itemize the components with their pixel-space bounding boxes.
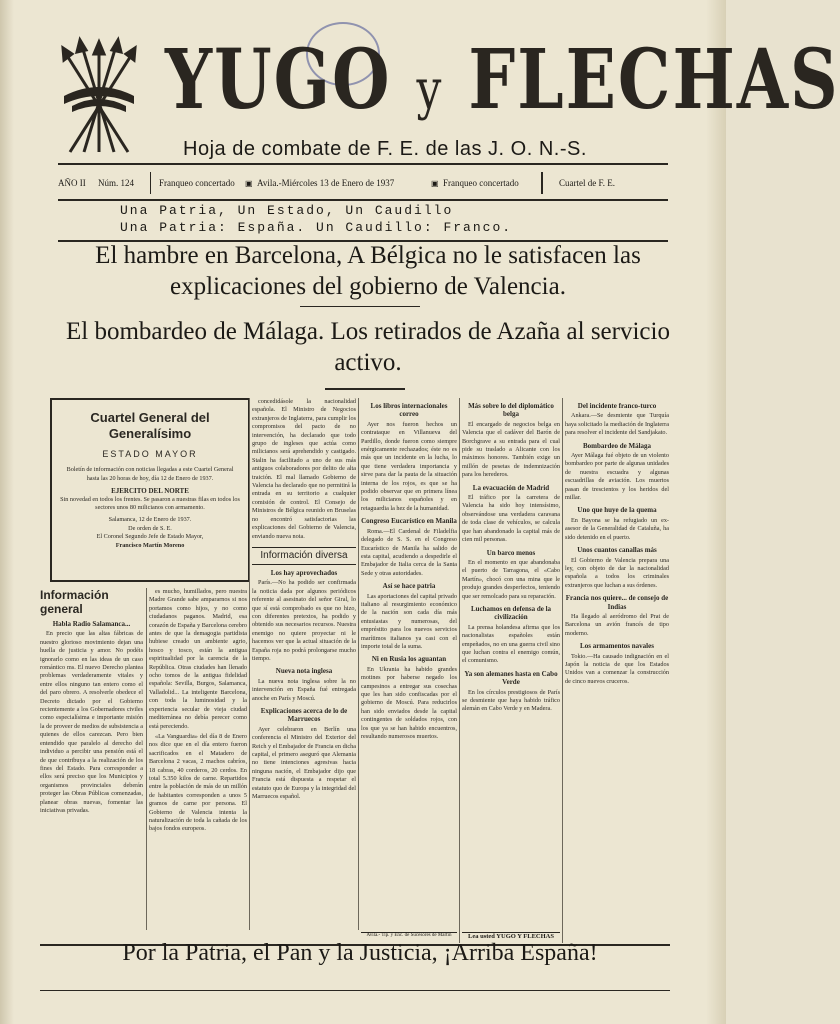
- col5-barco: En el momento en que abandonaba el puerto de Tarragona, el «Cabo Martín», chocó con una mina que le produjo grandes desperfectos, teniendo que ser remolcado para su reparación.: [462, 558, 560, 600]
- diplomatico-heading: Más sobre lo del diplomático belga: [468, 402, 554, 419]
- alemanes-heading: Ya son alemanes hasta en Cabo Verde: [464, 669, 558, 687]
- page-right-edge: [706, 0, 726, 1024]
- headline-divider: [300, 306, 420, 307]
- navales-heading: Los armamentos navales: [580, 642, 654, 651]
- box-army-text: Sin novedad en todos los frentes. Se pasaron a nuestras filas en todos los sectores unos 80 milicianos con armamento.: [60, 495, 240, 512]
- canallas-heading: Unos cuantos canallas más: [577, 546, 657, 555]
- column-6: [565, 398, 669, 943]
- luchamos-heading: Luchamos en defensa de la civilización: [470, 604, 552, 622]
- motto-line-1: Una Patria, Un Estado, Un Caudillo: [120, 203, 454, 218]
- rule-top: [58, 163, 668, 165]
- col6-can: El Gobierno de Valencia prepara una ley, con objeto de dar la nacionalidad española a todos los criminales extranjeros que luchan a sus órdenes.: [565, 556, 669, 589]
- square-bullet-icon: ▣: [431, 178, 439, 188]
- congreso-heading: Congreso Eucarístico en Manila: [361, 517, 457, 526]
- headline-divider-2: [325, 388, 405, 390]
- title-connector: y: [416, 58, 444, 122]
- evacuacion-heading: La evacuación de Madrid: [472, 483, 550, 492]
- issue-date: Avila.-Miércoles 13 de Enero de 1937: [257, 178, 395, 188]
- issue-year: AÑO II: [58, 178, 86, 188]
- libros-heading: Los libros internacionales correo: [370, 402, 448, 419]
- section-title-informacion-general: Información general: [40, 588, 109, 616]
- col6-nav: Tokio.—Ha causado indignación en el Japón la noticia de que los Estados Unidos van a comenzar la construcción de cinco nuevos cruceros.: [565, 652, 669, 685]
- explicaciones-heading: Explicaciones acerca de lo de Marruecos: [260, 707, 348, 724]
- col6-malaga: Ayer Málaga fué objeto de un violento bombardeo por parte de algunas unidades de nuestra escuadra y algunas escuadrillas de aviación. Los muertos pasan de trescientos y los heridos del millar.: [565, 452, 669, 502]
- barco-heading: Un barco menos: [486, 548, 536, 557]
- info-bar: [58, 166, 668, 200]
- box-order: De orden de S. E.: [128, 524, 172, 532]
- col4-rusia: En Ukrania ha habido grandes motines por haberse negado los campesinos a entregar sus cosechas que les han sido confiscadas por el gobierno de Moscú. Para reducirlos han sido enviados desde la capital contingentes de soldados rojos, con los que ya se han habido encuentros, resultando numerosos muertos.: [361, 665, 457, 741]
- col5-luch: La prensa holandesa afirma que los nacionalistas españoles están empeñados, no en una guerra civil sino que luchan contra el enemigo común, el comunismo.: [462, 623, 560, 665]
- franqueo-left: Franqueo concertado: [159, 178, 235, 188]
- estado-mayor-box: [50, 398, 250, 582]
- radio-text: En precio que las altas fábricas de nuestro glorioso movimiento dejan una huella de justicia y amor. No podéis ignorarlo como en las ideas de un caso romántico ms. El nuevo Derecho plantea problemas verdaderamente vitales y entre ellos ninguno tan entero como el del paro obrero. A resolverle obedece el Decreto dictado por el Gobierno recientemente a los Gobernadores civiles como especialísima e importante misión la de proveer de medios de subsistencia a quienes de ellos carezcan. Pero bien entendido que paralelo al derecho del individuo a percibir una pensión está el de que contribuya a la realización de los fines del Estado. Para corresponder a ellos será preciso que los Municipios y organismos provinciales deberán proteger las Obras Públicas comenzadas, planear obras nuevas, fomentar las iniciativas privadas.: [40, 630, 143, 814]
- yoke-and-arrows-emblem-icon: [58, 40, 140, 158]
- column-5: [462, 398, 560, 930]
- column-rule: [146, 588, 147, 930]
- malaga-heading: Bombardeo de Málaga: [582, 441, 652, 450]
- box-subtitle: ESTADO MAYOR: [102, 449, 198, 459]
- column-4: [361, 398, 457, 930]
- column-informacion-general: [40, 588, 143, 930]
- aprovechados-heading: Los hay aprovechados: [270, 568, 338, 577]
- box-signature: Francisco Martín Moreno: [115, 541, 185, 549]
- printer-credit: Avila.- Tip. y Enc. de Sucesores de Martín: [361, 932, 457, 938]
- divider: [541, 172, 543, 194]
- box-bulletin: Boletín de información con noticias llegadas a este Cuartel General hasta las 20 horas de hoy, día 12 de Enero de 1937.: [66, 466, 234, 482]
- section-title-informacion-diversa: Información diversa: [260, 549, 348, 561]
- issue-number: Núm. 124: [98, 178, 134, 188]
- col3-mid: París.—No ha podido ser confirmada la noticia dada por algunos periódicos referente al asesinato del señor Giral, lo que sí está comprobado es que no hizo, con diferentes pretextos, ha podido y obtenido sus necesarios recursos. Nuestra enemigo no quiere proyectar ni le hacemos ver que la actual situación de la España roja no podrá prolongarse mucho tiempo.: [252, 579, 356, 662]
- lea-usted-footer: Lea usted YUGO Y FLECHAS: [462, 932, 560, 940]
- headline-barcelona: El hambre en Barcelona, A Bélgica no le satisfacen las explicaciones del gobierno de Valencia.: [95, 242, 641, 300]
- col6-quema: En Bayona se ha refugiado un ex-asesor de la Generalidad de Cataluña, ha sido detenido en el puerto.: [565, 516, 669, 541]
- box-signoff: Salamanca, 12 de Enero de 1937.: [108, 516, 192, 524]
- headline-malaga: El bombardeo de Málaga. Los retirados de Azaña al servicio activo.: [66, 318, 670, 376]
- footer-rule-bottom: [40, 990, 670, 991]
- francia-heading: Francia nos quiere... de consejo de Indias: [565, 594, 669, 611]
- paro-heading: Así se hace patria: [382, 582, 436, 591]
- col5-evac: El tráfico por la carretera de Valencia ha sido hoy intensísimo, observándose una verdadera caravana de toda clase de vehículos, se calcula que han abandonado la capital más de cien mil personas.: [462, 494, 560, 544]
- motto-line-2: Una Patria: España. Un Caudillo: Franco.: [120, 220, 513, 235]
- box-colonel: El Coronel Segundo Jefe de Estado Mayor,: [96, 533, 204, 541]
- col6-fr: Ha llegado al aeródromo del Prat de Barcelona un avión francés de tipo moderno.: [565, 612, 669, 637]
- col4-mid: Roma.—El Cardenal de Filadelfia delegado de S. S. en el Congreso Eucarístico de Manila ha salido de esta capital, acudiendo a despedirle el Embajador de Italia cerca de la Santa Sede y otras autoridades.: [361, 527, 457, 577]
- col4-paro: Las aportaciones del capital privado italiano al resurgimiento económico de la nación son cada día más entusiastas y numerosas, del empréstito para los nuevos servicios marítimos italianos ya casi con el importe total de la suma.: [361, 592, 457, 650]
- cuartel-label: Cuartel de F. E.: [559, 178, 616, 188]
- col6-top: Ankara.—Se desmiente que Turquía haya solicitado la mediación de Inglaterra para resolver el incidente del Sandjakato.: [565, 412, 669, 437]
- column-2: [149, 588, 247, 930]
- column-rule: [562, 398, 563, 943]
- radio-heading: Habla Radio Salamanca...: [52, 620, 131, 628]
- box-army: EJERCITO DEL NORTE: [111, 487, 189, 496]
- divider: [150, 172, 151, 194]
- col3-bottom: Ayer celebraron en Berlín una conferencia el Ministro del Exterior del Reich y el Embajador de Francia en dicha capital, el primero aseguró que Alemania no tiene intenciones agresivas hacia ninguna nación, el Embajador dijo que Francia está dispuesta a respetar el estatuto quo de Europa y la integridad del Marruecos español.: [252, 725, 356, 801]
- col5-alem: En los círculos prestigiosos de París se desmiente que haya habido tráfico alemán en Cabo Verde y en Madera.: [462, 688, 560, 713]
- square-bullet-icon: ▣: [245, 178, 253, 188]
- nota-inglesa-heading: Nueva nota inglesa: [275, 667, 333, 676]
- col3-nota: La nueva nota inglesa sobre la no intervención en España fué entregada anoche en París y Moscú.: [252, 677, 356, 702]
- page-left-edge: [0, 0, 14, 1024]
- col3-top: concedidásole la nacionalidad española. El Ministro de Negocios extranjeros de Inglaterra, para cumplir los compromisos del pacto de no intervención, ha declarado que todo grupo de ingleses que actúa como milicianos será aprehendido y castigado. Stalin ha facilitado a uno de sus más antiguos colaboradores por delito de alta traición. El mal llamado Gobierno de Valencia ha declarado que no permitirá la entrada en su territorio a cualquier comisión de control. El Consejo de Ministros de Bélgica reunido en Bruselas no encontró satisfactorias las explicaciones del Gobierno de Valencia, enviando nueva nota.: [252, 398, 356, 540]
- col2b-text: «La Vanguardia» del día 8 de Enero nos dice que en el día entero fueron sacrificados en el Matadero de Barcelona 2 vacas, 2 machos cabríos, 18 cabras, 40 corderos, 20 cerdos. En total 5.350 kilos de carne. Repartidos entre la población de más de un millón de habitantes corresponden a unos 5 gramos de carne por persona. El Gobierno de Valencia intenta la naturalización de toda la cañada de los bajos fondos europeos.: [149, 732, 247, 833]
- franqueo-right: Franqueo concertado: [443, 178, 519, 188]
- title-part-flechas: FLECHAS: [468, 30, 840, 128]
- col5-top: El encargado de negocios belga en Valencia que el cadáver del Barón de Borchgrave a su entrada para el cual pide su traslado a Alicante con los máximos honores. También exige un millón de pesetas de indemnización para los herederos.: [462, 420, 560, 479]
- title-part-yugo: YUGO: [165, 30, 392, 128]
- rule-under-info: [58, 199, 668, 201]
- franco-turco-heading: Del incidente franco-turco: [577, 402, 657, 410]
- box-title: Cuartel General del Generalísimo: [90, 410, 210, 441]
- col2-text: es mucho, humillados, pero nuestra Madre Grande sabe ampararnos si nos portamos como hijos, y no como ciudadanos paganos. Madrid, esa corazón de España y Barcelona cerebro antes de que la demagogia partidista hubiese creado un ambiente agrio, hosco y tosco, están la antigua espiritualidad por la carencia de la República. Otras ciudades han llenado ocho tomos de la antigua fidelidad española: Sevilla, Burgos, Salamanca, Valladolid... La inteligente Barcelona, con toda la luminosidad y la experiencia secular de vieja ciudad mediterránea no debía perecer como está pereciendo.: [149, 588, 247, 730]
- column-rule: [459, 398, 460, 943]
- rusia-heading: Ni en Rusia los aguantan: [371, 655, 447, 664]
- column-3: [252, 398, 356, 930]
- quema-heading: Uno que huye de la quema: [577, 506, 657, 515]
- column-rule: [358, 398, 359, 930]
- column-rule: [249, 398, 250, 930]
- col4-top: Ayer nos fueron hechos un contrataque en Villanueva del Pardillo, donde fueron como siempre enérgicamente rechazados; éste no es más que un incidente en la lucha, lo que tiene verdadera importancia y sirve para dar la pauta de la situación interna de los rojos, es que se ha podido observar que en primera línea los milicianos españoles y en retaguardia la hez de la humanidad.: [361, 420, 457, 512]
- newspaper-subtitle: Hoja de combate de F. E. de las J. O. N.-S.: [183, 138, 587, 160]
- footer-slogan: Por la Patria, el Pan y la Justicia, ¡Arriba España!: [122, 940, 598, 966]
